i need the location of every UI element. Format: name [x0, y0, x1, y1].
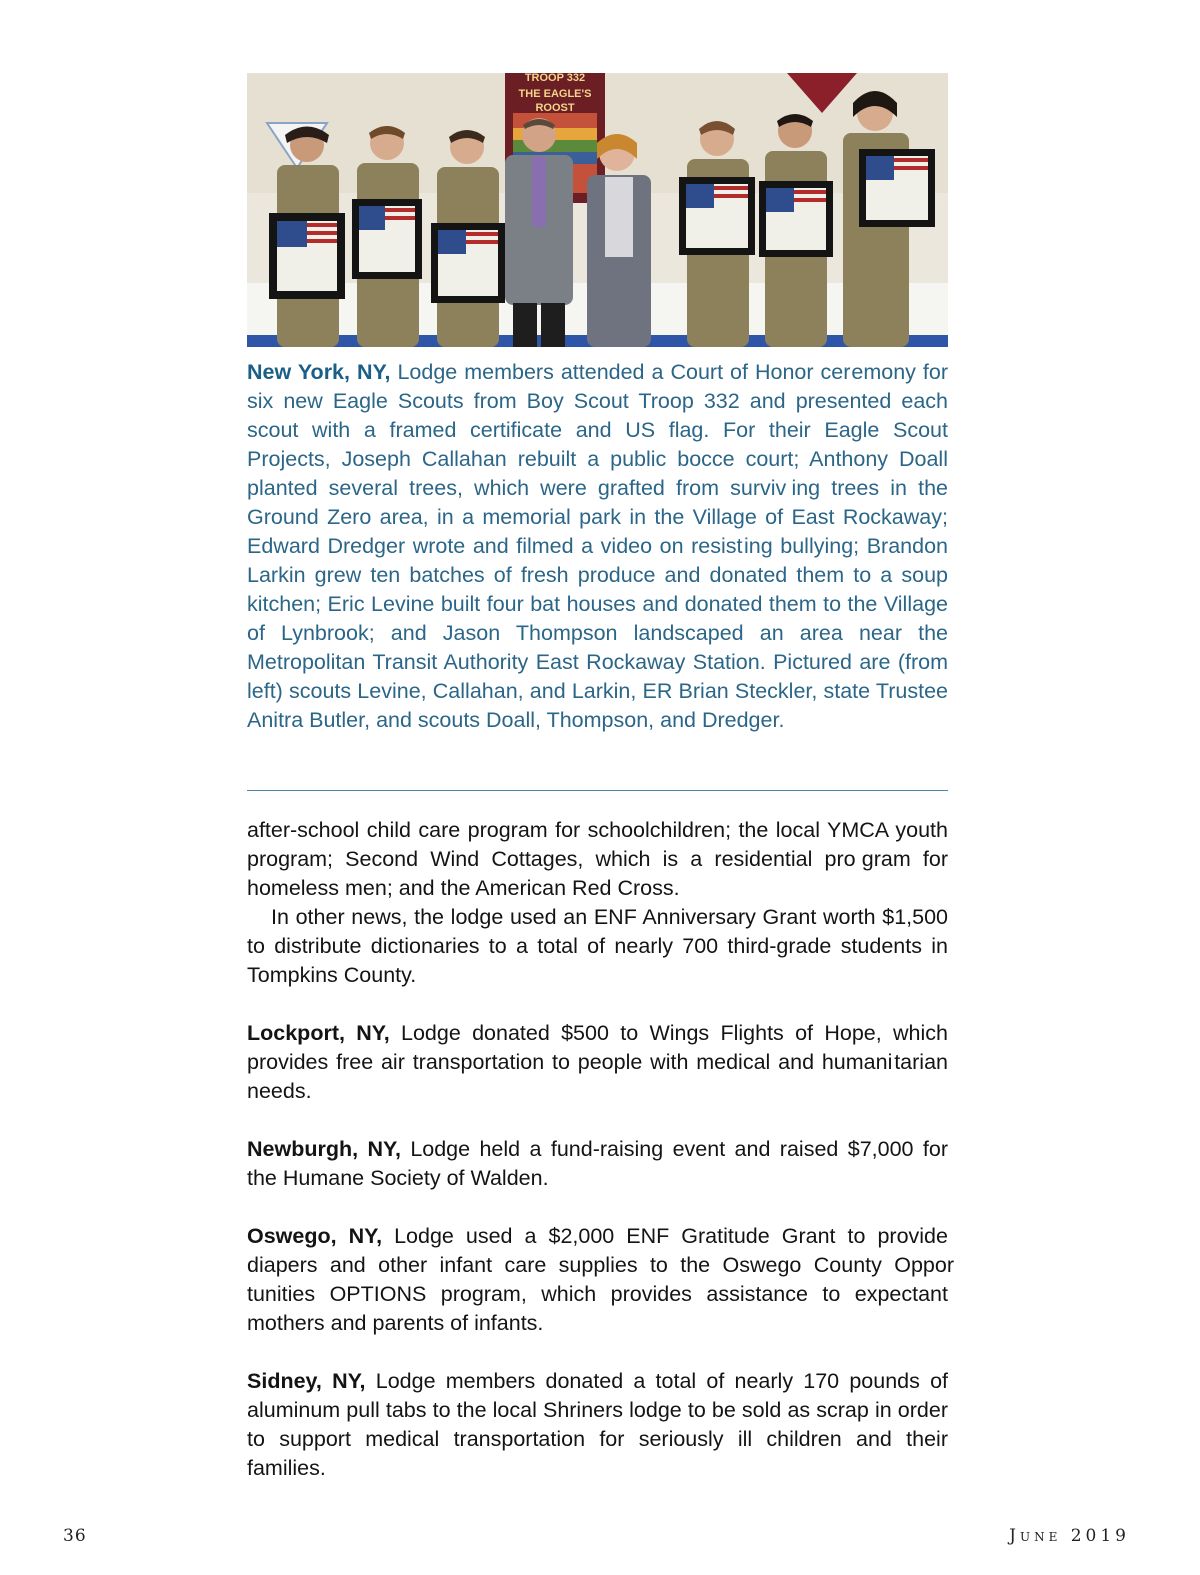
caption-line: donated them to a soup kitchen; Eric Levine built four bat houses and: [247, 563, 948, 616]
entry-location: Lockport, NY,: [247, 1021, 390, 1045]
body-line: Lodge donated $500 to Wings Flights of Hope, which: [401, 1021, 948, 1045]
caption-line: and Larkin, ER Brian Steckler, state Trustee Anitra Butler, and scouts: [247, 679, 948, 732]
body-line: their families.: [247, 1427, 948, 1480]
body-line: gram for homeless men; and the American Red Cross.: [247, 847, 948, 900]
group-photo-illustration: [247, 73, 948, 347]
body-line: provides free air transportation to people with medical and humani: [247, 1050, 893, 1074]
page-number: 36: [63, 1526, 87, 1546]
caption-line: presented each scout with a framed certificate and US flag. For their: [247, 389, 948, 442]
lodge-entry-newburgh: [247, 1135, 948, 1193]
body-line: in order to support medical transportation for seriously ill children and: [247, 1398, 948, 1451]
photo-caption: [247, 358, 948, 735]
entry-location: Oswego, NY,: [247, 1224, 383, 1248]
caption-line: ing bullying; Brandon Larkin grew ten batches of fresh produce and: [247, 534, 948, 587]
body-line: mothers and parents of infants.: [247, 1311, 544, 1335]
banner-text-line-2: THE EAGLE'S: [518, 88, 592, 100]
body-line: tunities OPTIONS program, which provides assistance to expectant: [247, 1282, 948, 1306]
issue-date: June 2019: [1009, 1526, 1130, 1546]
article-body: [247, 816, 955, 1483]
caption-line: ing trees in the Ground Zero area, in a memorial park in the Village of: [247, 476, 949, 529]
body-line: after-school child care program for schoolchildren; the local YMCA: [247, 818, 888, 842]
body-line: diapers and other infant care supplies to the Oswego County Oppor: [247, 1253, 955, 1277]
banner-text-line-1: TROOP 332: [524, 73, 586, 84]
body-line: $1,500 to distribute dictionaries to a total of nearly 700 third-grade: [247, 905, 948, 958]
group-photo: [247, 73, 948, 347]
body-line: for the Humane Society of Walden.: [247, 1137, 948, 1190]
caption-line: Eagle Scout Projects, Joseph Callahan rebuilt a public bocce court;: [247, 418, 948, 471]
other-news-paragraph: [247, 903, 948, 990]
caption-line: emony for six new Eagle Scouts from Boy Scout Troop 332 and: [247, 360, 948, 413]
caption-line: Doall, Thompson, and Dredger.: [486, 708, 785, 732]
body-line: students in Tompkins County.: [247, 934, 948, 987]
caption-line: Lodge members attended a Court of Honor cer: [397, 360, 851, 384]
body-line: tarian needs.: [247, 1050, 948, 1103]
body-line: In other news, the lodge used an ENF Anniversary Grant worth: [271, 905, 876, 929]
lodge-entry-lockport: [247, 1019, 948, 1106]
caption-line: donated them to the Village of Lynbrook; and Jason Thompson: [247, 592, 948, 645]
caption-line: Anthony Doall planted several trees, which were grafted from surviv: [247, 447, 948, 500]
lodge-entry-sidney: [247, 1367, 948, 1483]
body-line: of aluminum pull tabs to the local Shriners lodge to be sold as scrap: [247, 1369, 948, 1422]
entry-location: Sidney, NY,: [247, 1369, 366, 1393]
body-line: youth program; Second Wind Cottages, which is a residential pro: [247, 818, 948, 871]
body-line: Lodge members donated a total of nearly 170 pounds: [375, 1369, 920, 1393]
caption-location: New York, NY,: [247, 360, 391, 384]
entry-location: Newburgh, NY,: [247, 1137, 401, 1161]
body-line: Lodge held a fund-raising event and raised $7,000: [410, 1137, 914, 1161]
caption-line: East Rockaway; Edward Dredger wrote and filmed a video on resist: [247, 505, 948, 558]
banner-text-line-3: ROOST: [535, 102, 575, 114]
caption-line: landscaped an area near the Metropolitan Transit Authority East: [247, 621, 948, 674]
body-line: Lodge used a $2,000 ENF Gratitude Grant to provide: [394, 1224, 948, 1248]
lodge-entry-oswego: [247, 1222, 955, 1338]
continuation-paragraph: [247, 816, 948, 903]
caption-divider: [247, 790, 948, 791]
caption-line: Rockaway Station. Pictured are (from left) scouts Levine, Callahan,: [247, 650, 948, 703]
